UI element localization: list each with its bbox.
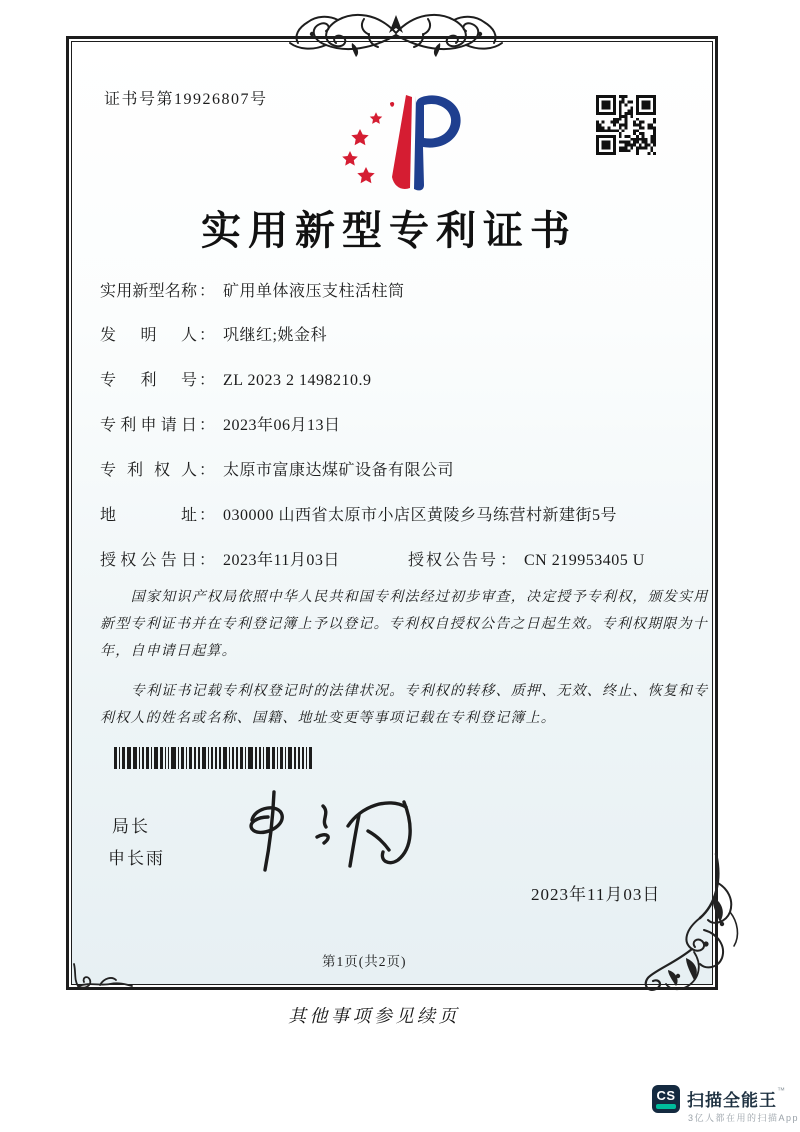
field-row-inventor [100, 322, 700, 346]
field-colon: ： [199, 507, 216, 524]
qr-code [596, 95, 656, 155]
field-value: CN 219953405 U [523, 552, 645, 569]
signer-title: 局长 [112, 817, 150, 836]
legal-text-block [100, 584, 710, 745]
field-row-patent-no [100, 367, 700, 391]
camscanner-icon-text: CS [656, 1088, 676, 1103]
field-row-address [100, 502, 700, 526]
field-label: 实用新型名称 [100, 283, 197, 300]
field-colon: ： [199, 552, 216, 569]
certificate-number: 证书号第19926807号 [104, 91, 268, 108]
field-row-filing-date [100, 412, 700, 436]
corner-ornament-bottom-right [642, 852, 754, 998]
director-signature [222, 786, 432, 878]
page-title: 实用新型专利证书 [201, 208, 577, 253]
cnipa-logo [320, 93, 464, 195]
field-colon: ： [199, 462, 216, 479]
field-colon: ： [199, 327, 216, 344]
grant-number-pair [408, 547, 645, 570]
corner-ornament-bottom-left [70, 958, 134, 992]
camscanner-brand [687, 1086, 786, 1111]
field-value: 2023年11月03日 [223, 552, 340, 569]
footer-note: 其他事项参见续页 [288, 1006, 460, 1026]
legal-paragraph: 国家知识产权局依照中华人民共和国专利法经过初步审查，决定授予专利权，颁发实用新型专利证书并在专利登记簿上予以登记。专利权自授权公告之日起生效。专利权期限为十年，自申请日起算。 [100, 590, 709, 659]
field-row-name [100, 278, 700, 302]
field-label: 地址 [100, 507, 197, 524]
field-value: 太原市富康达煤矿设备有限公司 [223, 462, 455, 479]
field-value: 030000 山西省太原市小店区黄陵乡马练营村新建街5号 [223, 507, 618, 524]
legal-paragraph: 专利证书记载专利权登记时的法律状况。专利权的转移、质押、无效、终止、恢复和专利权人的姓名或名称、国籍、地址变更等事项记载在专利登记簿上。 [100, 684, 709, 726]
camscanner-brand-text: 扫描全能王 [687, 1091, 777, 1110]
field-label: 专利号 [100, 372, 197, 389]
signer-name: 申长雨 [108, 849, 165, 868]
field-colon: ： [199, 417, 216, 434]
camscanner-tagline: 3亿人都在用的扫描App [688, 1113, 800, 1123]
top-border-ornament [268, 3, 524, 59]
field-colon: ： [499, 552, 516, 569]
field-value: 矿用单体液压支柱活柱筒 [223, 283, 405, 300]
field-colon: ： [199, 283, 216, 300]
barcode [114, 747, 314, 769]
field-label: 授权公告号 [407, 552, 498, 569]
issue-date: 2023年11月03日 [531, 885, 661, 904]
trademark-symbol: ™ [777, 1086, 786, 1095]
field-value: 2023年06月13日 [223, 417, 341, 434]
field-colon: ： [199, 372, 216, 389]
page-number: 第1页(共2页) [322, 954, 407, 969]
field-label: 专利申请日 [100, 417, 197, 434]
camscanner-icon [652, 1085, 680, 1113]
field-row-patentee [100, 457, 700, 481]
field-label: 授权公告日 [100, 552, 197, 569]
field-label: 专利权人 [100, 462, 197, 479]
camscanner-icon-accent [656, 1104, 676, 1109]
field-value: 巩继红;姚金科 [223, 327, 327, 344]
field-row-grant-date [100, 547, 700, 571]
field-value: ZL 2023 2 1498210.9 [223, 372, 372, 389]
field-label: 发明人 [100, 327, 197, 344]
